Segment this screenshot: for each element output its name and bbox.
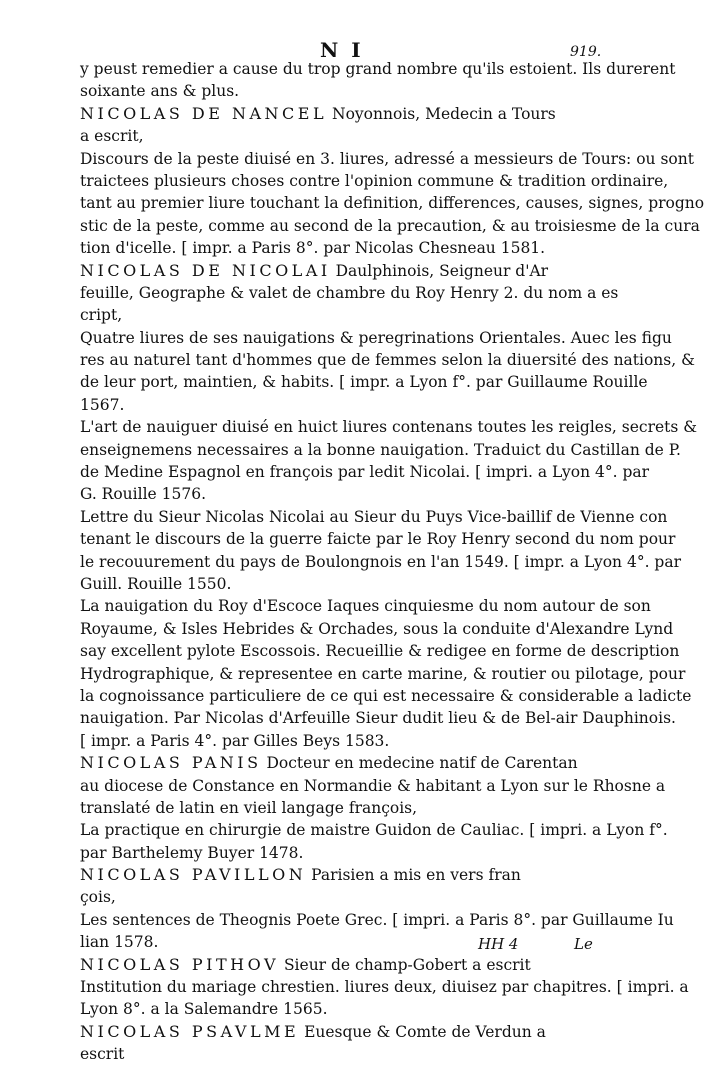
line-text: lian 1578. [80, 933, 159, 952]
text-line [80, 282, 620, 304]
text-line [80, 998, 620, 1020]
author-name: NICOLAS DE NICOLAI [80, 260, 331, 280]
line-text: cript, [80, 306, 123, 325]
text-line [80, 215, 700, 237]
line-text: translaté de latin en vieil langage françois, [80, 798, 418, 817]
text-line [80, 483, 620, 505]
text-line [80, 663, 686, 685]
text-line [80, 506, 668, 528]
signature-mark: HH 4 [478, 935, 519, 953]
text-line [80, 1043, 620, 1065]
line-text: traictees plusieurs choses contre l'opinion commune & tradition ordinaire, [80, 171, 669, 190]
text-line [80, 237, 620, 259]
text-line [80, 327, 672, 349]
text-line [80, 416, 698, 438]
line-text: la cognoissance particuliere de ce qui est necessaire & considerable a ladicte [80, 686, 692, 705]
line-text: Docteur en medecine natif de Carentan [261, 754, 578, 773]
text-line [80, 976, 689, 998]
line-text: enseignemens necessaires a la bonne nauigation. Traduict du Castillan de P. [80, 440, 681, 459]
page-number: 919. [570, 44, 602, 60]
line-text: La practique en chirurgie de maistre Guidon de Cauliac. [ impri. a Lyon f°. [80, 821, 668, 840]
running-head-title: N I [320, 38, 364, 62]
text-line [80, 304, 620, 326]
line-text: tant au premier liure touchant la definition, differences, causes, signes, progno [80, 194, 704, 213]
line-text: Discours de la peste diuisé en 3. liures, adressé a messieurs de Tours: ou sont [80, 149, 694, 168]
line-text: res au naturel tant d'hommes que de femmes selon la diuersité des nations, & [80, 351, 695, 370]
line-text: le recouurement du pays de Boulongnois en l'an 1549. [ impr. a Lyon 4°. par [80, 552, 682, 571]
author-heading-line [80, 864, 620, 886]
text-line [80, 148, 694, 170]
text-line [80, 349, 695, 371]
text-line [80, 595, 651, 617]
text-line [80, 886, 620, 908]
author-name: NICOLAS DE NANCEL [80, 103, 328, 123]
line-text: Daulphinois, Seigneur d'Ar [330, 261, 549, 280]
line-text: a escrit, [80, 127, 144, 146]
catchword: Le [574, 935, 593, 953]
line-text: Institution du mariage chrestien. liures deux, diuisez par chapitres. [ impri. a [80, 978, 689, 997]
line-text: par Barthelemy Buyer 1478. [80, 843, 304, 862]
text-line [80, 125, 620, 147]
text-line [80, 551, 682, 573]
author-heading-line [80, 752, 620, 774]
line-text: say excellent pylote Escossois. Recueillie & redigee en forme de description [80, 642, 680, 661]
text-line [80, 707, 676, 729]
text-line [80, 439, 681, 461]
line-text: de Medine Espagnol en françois par ledit Nicolai. [ impri. a Lyon 4°. par [80, 463, 650, 482]
text-line [80, 371, 648, 393]
text-line [80, 170, 669, 192]
line-text: escrit [80, 1045, 125, 1064]
author-heading-line [80, 103, 620, 125]
text-line [80, 618, 674, 640]
line-text: G. Rouille 1576. [80, 485, 207, 504]
author-heading-line [80, 1021, 620, 1043]
author-name: NICOLAS PSAVLME [80, 1021, 300, 1041]
text-line [80, 528, 676, 550]
text-line [80, 909, 674, 931]
text-line [80, 842, 620, 864]
line-text: Lyon 8°. a la Salemandre 1565. [80, 1000, 328, 1019]
text-line [80, 797, 620, 819]
text-line [80, 685, 692, 707]
line-text: soixante ans & plus. [80, 82, 240, 101]
line-text: Royaume, & Isles Hebrides & Orchades, sous la conduite d'Alexandre Lynd [80, 619, 674, 638]
line-text: L'art de nauiguer diuisé en huict liures contenans toutes les reigles, secrets & [80, 418, 698, 437]
line-text: Les sentences de Theognis Poete Grec. [ impri. a Paris 8°. par Guillaume Iu [80, 910, 674, 929]
author-name: NICOLAS PANIS [80, 753, 262, 773]
text-line [80, 394, 620, 416]
line-text: Euesque & Comte de Verdun a [299, 1022, 546, 1041]
line-text: çois, [80, 888, 116, 907]
page-footer [0, 935, 696, 965]
line-text: feuille, Geographe & valet de chambre du Roy Henry 2. du nom a es [80, 283, 619, 302]
line-text: Noyonnois, Medecin a Tours [327, 104, 556, 123]
text-line [80, 80, 620, 102]
text-line [80, 192, 704, 214]
text-line [80, 461, 650, 483]
text-line [80, 58, 676, 80]
line-text: Sieur de champ-Gobert a escrit [279, 955, 531, 974]
line-text: [ impr. a Paris 4°. par Gilles Beys 1583. [80, 731, 390, 750]
author-heading-line [80, 260, 620, 282]
line-text: au diocese de Constance en Normandie & habitant a Lyon sur le Rhosne a [80, 776, 666, 795]
line-text: stic de la peste, comme au second de la precaution, & au troisiesme de la cura [80, 216, 700, 235]
line-text: Quatre liures de ses nauigations & peregrinations Orientales. Auec les figu [80, 328, 672, 347]
line-text: nauigation. Par Nicolas d'Arfeuille Sieur dudit lieu & de Bel-air Dauphinois. [80, 709, 676, 728]
line-text: de leur port, maintien, & habits. [ impr. a Lyon f°. par Guillaume Rouille [80, 373, 648, 392]
text-line [80, 573, 620, 595]
line-text: La nauigation du Roy d'Escoce Iaques cinquiesme du nom autour de son [80, 597, 651, 616]
line-text: 1567. [80, 395, 125, 414]
author-name: NICOLAS PAVILLON [80, 865, 307, 885]
text-line [80, 730, 620, 752]
line-text: Lettre du Sieur Nicolas Nicolai au Sieur du Puys Vice-baillif de Vienne con [80, 507, 668, 526]
line-text: y peust remedier a cause du trop grand nombre qu'ils estoient. Ils durerent [80, 60, 676, 78]
line-text: tion d'icelle. [ impr. a Paris 8°. par Nicolas Chesneau 1581. [80, 239, 546, 258]
text-line [80, 819, 668, 841]
body-text [80, 58, 704, 1066]
author-name: NICOLAS PITHOV [80, 954, 280, 974]
line-text: Parisien a mis en vers fran [306, 866, 521, 885]
line-text: Hydrographique, & representee en carte marine, & routier ou pilotage, pour [80, 664, 686, 683]
line-text: Guill. Rouille 1550. [80, 574, 232, 593]
text-line [80, 775, 666, 797]
line-text: tenant le discours de la guerre faicte par le Roy Henry second du nom pour [80, 530, 676, 549]
text-line [80, 640, 680, 662]
